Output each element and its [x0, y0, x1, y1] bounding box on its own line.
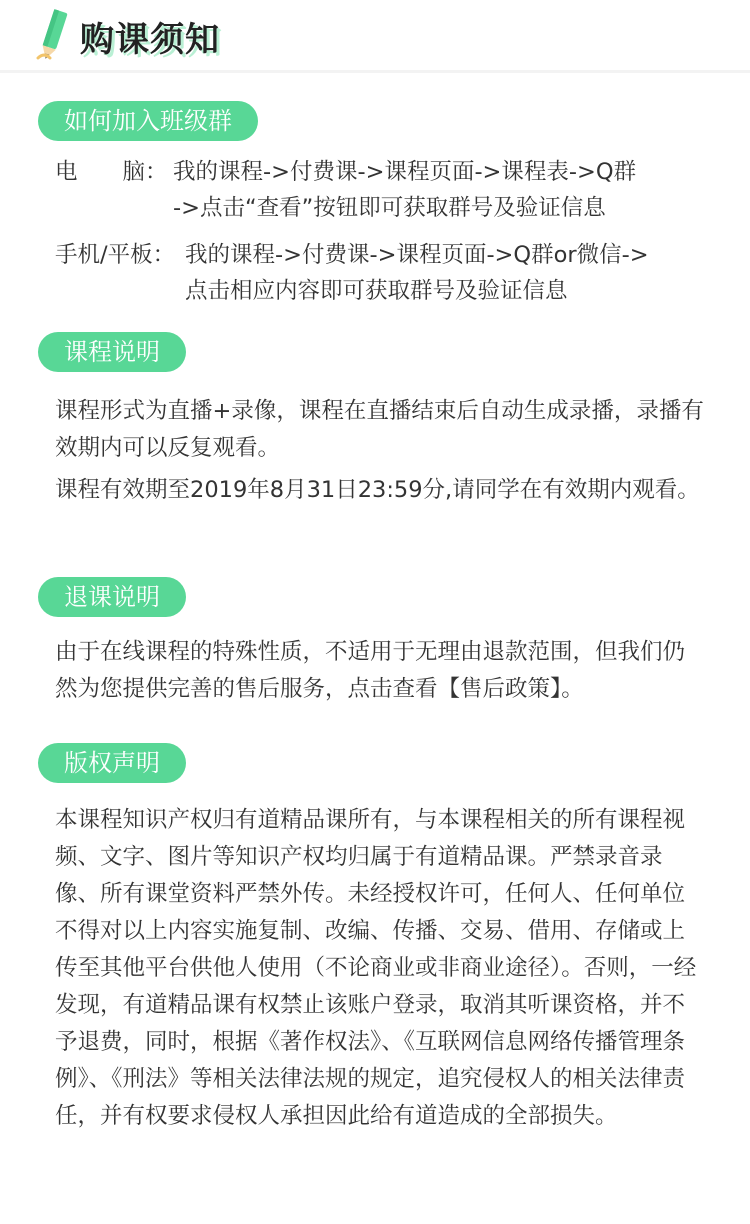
pc-steps-line2: ->点击“查看”按钮即可获取群号及验证信息 — [173, 195, 606, 221]
mobile-label: 手机/平板： — [55, 242, 176, 268]
mobile-steps — [185, 237, 649, 309]
page-title: 购课须知 — [80, 19, 220, 60]
copyright-paragraph: 本课程知识产权归有道精品课所有，与本课程相关的所有课程视频、文字、图片等知识产权均归属于有道精品课。严禁录音录像、所有课堂资料严禁外传。未经授权许可，任何人、任何单位不得对以上内容实施复制、改编、传播、交易、借用、存储或上传至其他平台供他人使用（不论商业或非商业途径）。否则，一经发现，有道精品课有权禁止该账户登录，取消其听课资格，并不予退费，同时，根据《著作权法》、《互联网信息网络传播管理条例》、《刑法》等相关法律法规的规定，追究侵权人的相关法律责任，并有权要求侵权人承担因此给有道造成的全部损失。 — [55, 807, 697, 1129]
mobile-instructions — [55, 237, 715, 311]
section-title-refund: 退课说明 — [38, 577, 186, 617]
refund-paragraph: 由于在线课程的特殊性质，不适用于无理由退款范围，但我们仍然为您提供完善的售后服务，点击查看【售后政策】。 — [55, 639, 686, 702]
pencil-icon — [36, 8, 70, 64]
page-header — [36, 6, 220, 66]
pc-instructions — [55, 154, 715, 228]
course-info-paragraph-1: 课程形式为直播+录像，课程在直播结束后自动生成录播，录播有效期内可以反复观看。 — [55, 398, 704, 461]
section-title-join-group: 如何加入班级群 — [38, 101, 258, 141]
mobile-steps-line1: 我的课程->付费课->课程页面->Q群or微信-> — [185, 242, 649, 268]
pc-label: 电 脑： — [55, 159, 168, 185]
pc-steps-line1: 我的课程->付费课->课程页面->课程表->Q群 — [173, 159, 637, 185]
course-info-paragraph-2: 课程有效期至2019年8月31日23:59分,请同学在有效期内观看。 — [55, 477, 700, 503]
mobile-steps-line2: 点击相应内容即可获取群号及验证信息 — [185, 278, 568, 304]
pc-steps — [173, 154, 636, 226]
section-title-course-info: 课程说明 — [38, 332, 186, 372]
section-title-copyright: 版权声明 — [38, 743, 186, 783]
header-divider — [0, 70, 750, 73]
